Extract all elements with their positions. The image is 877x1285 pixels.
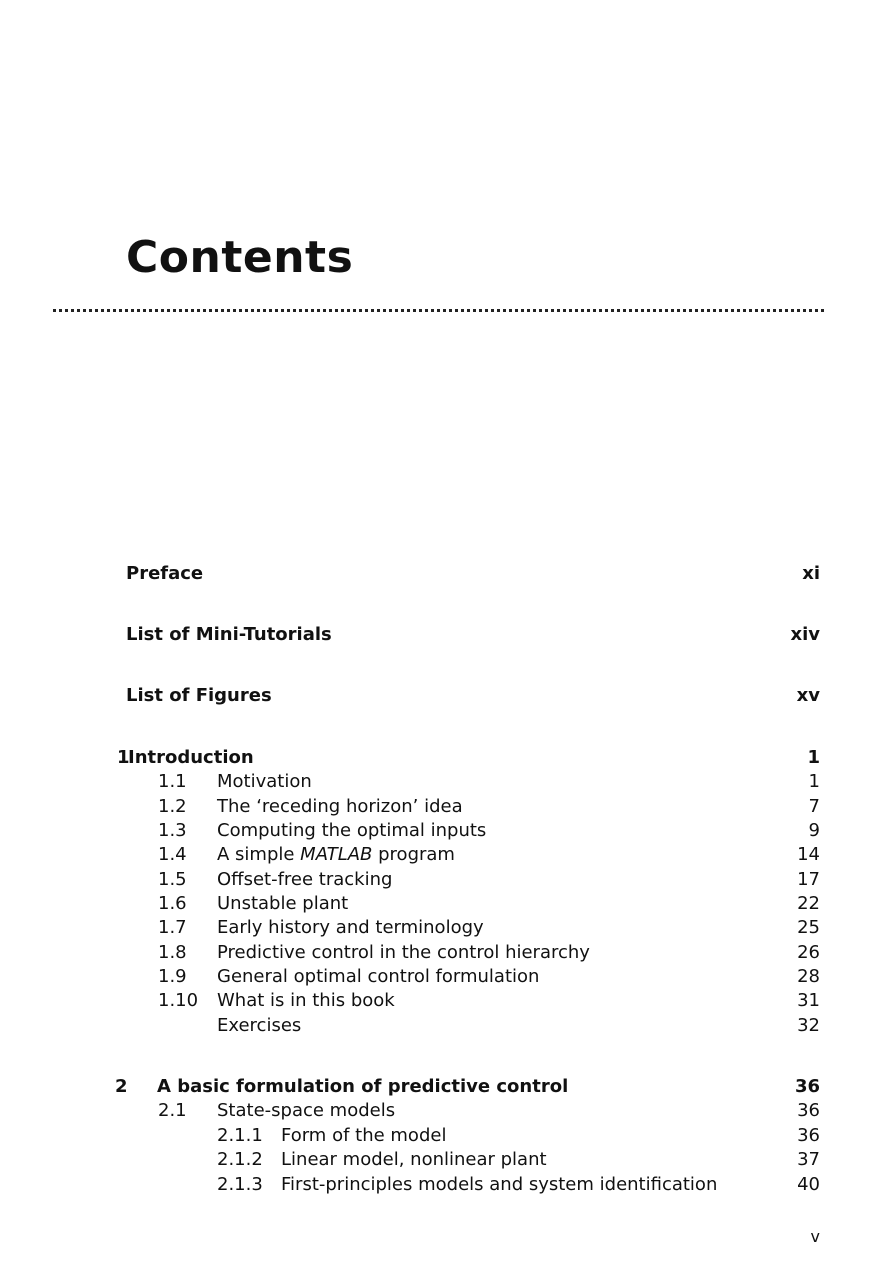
subsection-number: 2.1.2 bbox=[217, 1149, 263, 1170]
section-number: 2.1 bbox=[158, 1100, 187, 1121]
page-title: Contents bbox=[126, 232, 354, 283]
section-page: 31 bbox=[797, 990, 820, 1011]
toc-section-1-8[interactable] bbox=[158, 941, 820, 965]
section-page: 9 bbox=[808, 820, 820, 841]
chapter-title: A basic formulation of predictive control bbox=[157, 1076, 569, 1097]
section-number: 1.9 bbox=[158, 966, 187, 987]
section-number: 1.3 bbox=[158, 820, 187, 841]
section-page: 1 bbox=[808, 771, 820, 792]
toc-subsection-2-1-1[interactable] bbox=[217, 1124, 820, 1148]
section-title: Exercises bbox=[217, 1015, 302, 1036]
section-title-italic: MATLAB bbox=[300, 844, 373, 865]
section-title: General optimal control formulation bbox=[217, 966, 540, 987]
section-number: 1.1 bbox=[158, 771, 187, 792]
section-page: 36 bbox=[797, 1100, 820, 1121]
section-number: 1.4 bbox=[158, 844, 187, 865]
section-page: 28 bbox=[797, 966, 820, 987]
section-number: 1.2 bbox=[158, 796, 187, 817]
toc-entry-title: Preface bbox=[126, 563, 204, 584]
subsection-page: 37 bbox=[797, 1149, 820, 1170]
toc-entry-preface[interactable] bbox=[126, 562, 820, 586]
toc-section-1-5[interactable] bbox=[158, 868, 820, 892]
section-page: 17 bbox=[797, 869, 820, 890]
section-title bbox=[217, 843, 455, 867]
toc-entry-mini-tutorials[interactable] bbox=[126, 623, 820, 647]
toc-subsection-2-1-2[interactable] bbox=[217, 1148, 820, 1172]
chapter-title: Introduction bbox=[128, 747, 254, 768]
section-title: Motivation bbox=[217, 771, 312, 792]
section-title: State-space models bbox=[217, 1100, 396, 1121]
toc-entry-title: List of Figures bbox=[126, 685, 272, 706]
dotted-rule bbox=[53, 309, 824, 312]
toc-entry-page: xiv bbox=[790, 624, 820, 645]
section-page: 7 bbox=[808, 796, 820, 817]
toc-section-exercises[interactable] bbox=[158, 1014, 820, 1038]
toc-entry-page: xv bbox=[796, 685, 820, 706]
toc-chapter-2[interactable] bbox=[115, 1075, 820, 1099]
section-number: 1.6 bbox=[158, 893, 187, 914]
subsection-title: Linear model, nonlinear plant bbox=[281, 1149, 547, 1170]
subsection-number: 2.1.3 bbox=[217, 1174, 263, 1195]
section-title: Unstable plant bbox=[217, 893, 349, 914]
toc-section-1-6[interactable] bbox=[158, 892, 820, 916]
chapter-number: 2 bbox=[115, 1076, 128, 1097]
section-page: 14 bbox=[797, 844, 820, 865]
section-title: Predictive control in the control hierarchy bbox=[217, 942, 590, 963]
section-title: Offset-free tracking bbox=[217, 869, 393, 890]
toc-section-1-2[interactable] bbox=[158, 795, 820, 819]
toc-entry-title: List of Mini-Tutorials bbox=[126, 624, 332, 645]
section-page: 26 bbox=[797, 942, 820, 963]
section-page: 22 bbox=[797, 893, 820, 914]
section-title: The ‘receding horizon’ idea bbox=[217, 796, 463, 817]
section-number: 1.5 bbox=[158, 869, 187, 890]
toc-section-1-3[interactable] bbox=[158, 819, 820, 843]
toc-section-1-10[interactable] bbox=[158, 989, 820, 1013]
subsection-number: 2.1.1 bbox=[217, 1125, 263, 1146]
toc-entry-figures[interactable] bbox=[126, 684, 820, 708]
section-title-prefix: A simple bbox=[217, 844, 301, 865]
chapter-number: 1 bbox=[117, 747, 130, 768]
subsection-title: Form of the model bbox=[281, 1125, 447, 1146]
section-title: Early history and terminology bbox=[217, 917, 484, 938]
section-number: 1.7 bbox=[158, 917, 187, 938]
section-title: What is in this book bbox=[217, 990, 395, 1011]
section-title-suffix: program bbox=[372, 844, 455, 865]
chapter-page: 36 bbox=[794, 1076, 820, 1097]
section-title: Computing the optimal inputs bbox=[217, 820, 487, 841]
subsection-title: First-principles models and system identification bbox=[281, 1174, 718, 1195]
toc-section-1-9[interactable] bbox=[158, 965, 820, 989]
toc-section-1-4[interactable] bbox=[158, 843, 820, 867]
section-number: 1.8 bbox=[158, 942, 187, 963]
toc-section-1-1[interactable] bbox=[158, 770, 820, 794]
page-number: v bbox=[810, 1227, 820, 1246]
toc-chapter-1[interactable] bbox=[117, 746, 820, 770]
toc-section-1-7[interactable] bbox=[158, 916, 820, 940]
subsection-page: 40 bbox=[797, 1174, 820, 1195]
section-page: 25 bbox=[797, 917, 820, 938]
subsection-page: 36 bbox=[797, 1125, 820, 1146]
section-number: 1.10 bbox=[158, 990, 199, 1011]
toc-subsection-2-1-3[interactable] bbox=[217, 1173, 820, 1197]
toc-section-2-1[interactable] bbox=[158, 1099, 820, 1123]
toc-entry-page: xi bbox=[802, 563, 820, 584]
section-page: 32 bbox=[797, 1015, 820, 1036]
chapter-page: 1 bbox=[807, 747, 820, 768]
